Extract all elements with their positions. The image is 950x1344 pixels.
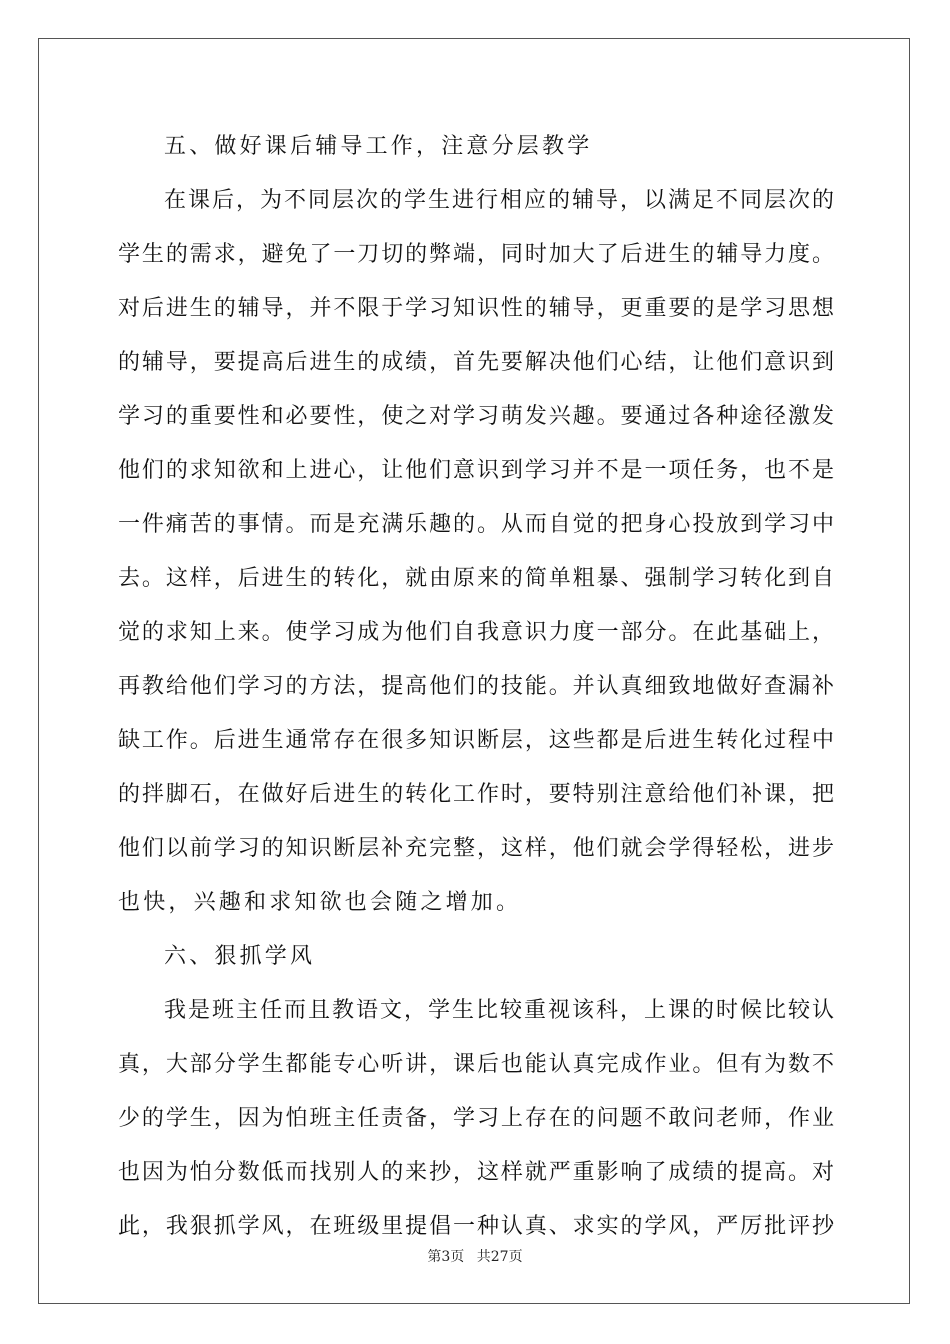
paragraph-line: 一件痛苦的事情。而是充满乐趣的。从而自觉的把身心投放到学习中 [118,512,834,537]
paragraph-line: 的拌脚石，在做好后进生的转化工作时，要特别注意给他们补课，把 [118,782,834,807]
paragraph-line: 去。这样，后进生的转化，就由原来的简单粗暴、强制学习转化到自 [118,566,834,591]
paragraph-line: 真，大部分学生都能专心听讲，课后也能认真完成作业。但有为数不 [118,1052,834,1077]
page-footer [0,1246,950,1266]
page-total: 共27页 [476,1249,523,1265]
paragraph-line: 也快，兴趣和求知欲也会随之增加。 [118,890,522,915]
paragraph-line: 在课后，为不同层次的学生进行相应的辅导，以满足不同层次的 [164,188,834,213]
section-heading: 六、狠抓学风 [164,944,316,969]
paragraph-line: 少的学生，因为怕班主任责备，学习上存在的问题不敢问老师，作业 [118,1106,834,1131]
paragraph-line: 学习的重要性和必要性，使之对学习萌发兴趣。要通过各种途径激发 [118,404,834,429]
paragraph-line: 缺工作。后进生通常存在很多知识断层，这些都是后进生转化过程中 [118,728,834,753]
paragraph-line: 对后进生的辅导，并不限于学习知识性的辅导，更重要的是学习思想 [118,296,834,321]
paragraph-line: 学生的需求，避免了一刀切的弊端，同时加大了后进生的辅导力度。 [118,242,834,267]
page-number: 第3页 [427,1249,465,1265]
paragraph-line: 的辅导，要提高后进生的成绩，首先要解决他们心结，让他们意识到 [118,350,834,375]
paragraph-line: 我是班主任而且教语文，学生比较重视该科，上课的时候比较认 [164,998,834,1023]
paragraph-line: 他们的求知欲和上进心，让他们意识到学习并不是一项任务，也不是 [118,458,834,483]
section-heading: 五、做好课后辅导工作，注意分层教学 [164,134,593,159]
document-body [118,120,834,1254]
paragraph-line: 也因为怕分数低而找别人的来抄，这样就严重影响了成绩的提高。对 [118,1160,834,1185]
paragraph-line: 再教给他们学习的方法，提高他们的技能。并认真细致地做好查漏补 [118,674,834,699]
paragraph-line: 他们以前学习的知识断层补充完整，这样，他们就会学得轻松，进步 [118,836,834,861]
paragraph-line: 此，我狠抓学风，在班级里提倡一种认真、求实的学风，严厉批评抄 [118,1214,834,1239]
paragraph-line: 觉的求知上来。使学习成为他们自我意识力度一部分。在此基础上， [118,620,834,645]
